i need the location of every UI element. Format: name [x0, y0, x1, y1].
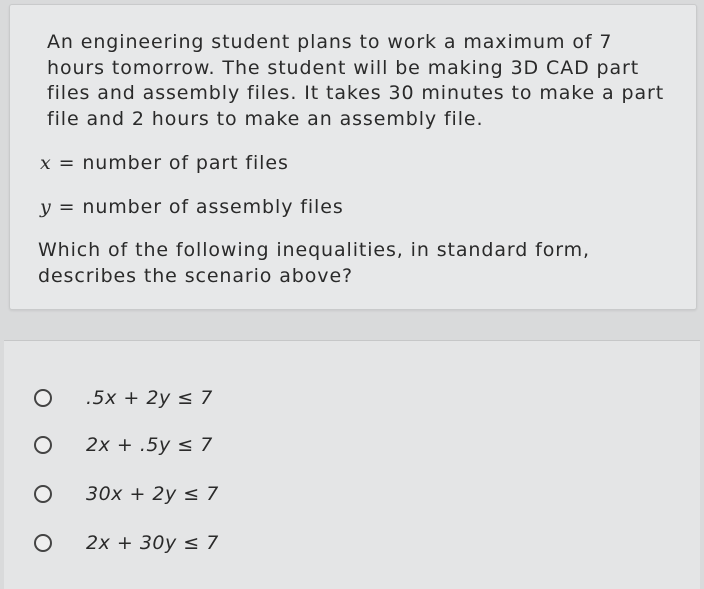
definition-x-text: number of part files: [82, 152, 289, 174]
option-1-label[interactable]: .5x + 2y ≤ 7: [86, 387, 213, 409]
radio-unselected-icon[interactable]: [34, 485, 52, 503]
option-3[interactable]: [34, 479, 219, 509]
radio-unselected-icon[interactable]: [34, 436, 52, 454]
definition-x: [40, 152, 289, 174]
definition-y-text: number of assembly files: [82, 196, 344, 218]
option-3-label[interactable]: 30x + 2y ≤ 7: [86, 483, 219, 505]
question-prompt: Which of the following inequalities, in standard form, describes the scenario above?: [38, 239, 590, 287]
definition-y: [40, 196, 344, 218]
definition-y-variable: y: [40, 196, 52, 218]
option-4-label[interactable]: 2x + 30y ≤ 7: [86, 532, 219, 554]
option-2-label[interactable]: 2x + .5y ≤ 7: [86, 434, 213, 456]
answer-options: [4, 340, 700, 589]
radio-unselected-icon[interactable]: [34, 389, 52, 407]
question-card: [9, 4, 697, 310]
question-stem: An engineering student plans to work a maximum of 7 hours tomorrow. The student will be making 3D CAD part files and assembly files. It takes 30 minutes to make a part file and 2 hours to make an assembly file.: [47, 31, 665, 130]
radio-unselected-icon[interactable]: [34, 534, 52, 552]
option-4[interactable]: [34, 528, 219, 558]
option-1[interactable]: [34, 383, 213, 413]
option-2[interactable]: [34, 430, 213, 460]
definition-y-equals: =: [58, 196, 76, 218]
definition-x-equals: =: [58, 152, 76, 174]
definition-x-variable: x: [40, 152, 52, 174]
